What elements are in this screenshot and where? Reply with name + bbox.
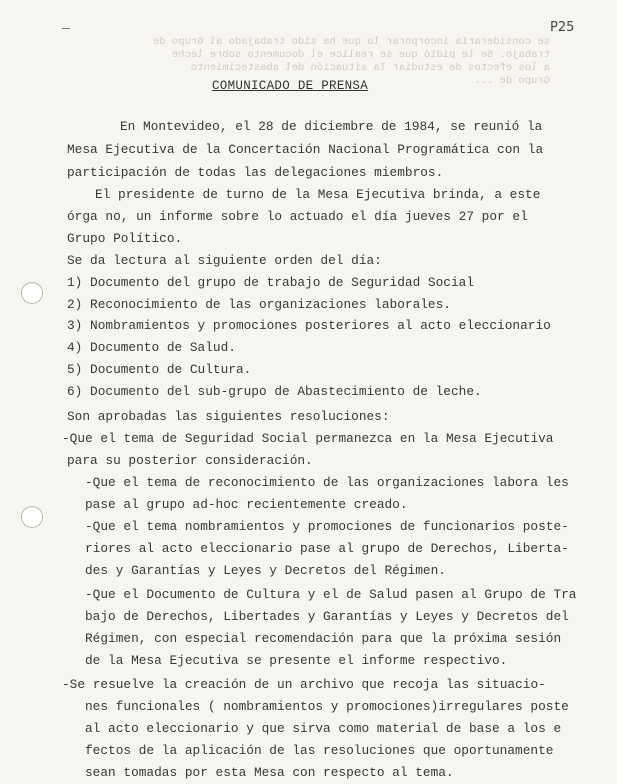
body-line: Son aprobadas las siguientes resoluciones: [67,409,390,424]
bleed-line: se consideraría incorporar lo que ha sido trabajado al Grupo de [153,36,550,48]
resolution-line: sean tomadas por esta Mesa con respecto al tema. [85,765,454,780]
body-line: órga no, un informe sobre lo actuado el día jueves 27 por el [67,209,528,224]
punch-hole-icon [21,506,43,528]
agenda-item: 6) Documento del sub-grupo de Abastecimiento de leche. [67,384,482,399]
bleed-line: Grupo de ... [474,75,550,87]
punch-hole-icon [21,282,43,304]
resolution-line: bajo de Derechos, Libertades y Garantías y Leyes y Decretos del [85,609,569,624]
resolution-line: des y Garantías y Leyes y Decretos del Régimen. [85,563,446,578]
body-line: Grupo Político. [67,231,183,246]
agenda-item: 2) Reconocimiento de las organizaciones laborales. [67,297,451,312]
agenda-item: 5) Documento de Cultura. [67,362,252,377]
body-line: Se da lectura al siguiente orden del día: [67,253,382,268]
resolution-line: riores al acto eleccionario pase al grupo de Derechos, Liberta- [85,541,569,556]
resolution-line: -Que el tema de Seguridad Social permanezca en la Mesa Ejecutiva [62,431,554,446]
agenda-item: 4) Documento de Salud. [67,340,236,355]
margin-mark [62,28,70,29]
body-line: El presidente de turno de la Mesa Ejecutiva brinda, a este [95,187,541,202]
body-line: En Montevideo, el 28 de diciembre de 1984, se reunió la [120,119,543,134]
resolution-line: al acto eleccionario y que sirva como material de base a los e [85,721,562,736]
bleed-line: a los efectos de estudiar la situación del abastecimiento [190,62,550,74]
resolution-line: -Que el tema de reconocimiento de las organizaciones labora les [85,475,569,490]
resolution-line: de la Mesa Ejecutiva se presente el informe respectivo. [85,653,508,668]
resolution-line: pase al grupo ad-hoc recientemente creado. [85,497,408,512]
bleed-line: trabajo. Se le pidió que se realice el documento sobre leche [171,49,550,61]
body-line: Mesa Ejecutiva de la Concertación Nacional Programática con la [67,142,544,157]
body-line: participación de todas las delegaciones miembros. [67,165,444,180]
resolution-line: nes funcionales ( nombramientos y promociones)irregulares poste [85,699,569,714]
resolution-line: para su posterior consideración. [67,453,313,468]
resolution-line: -Que el tema nombramientos y promociones de funcionarios poste- [85,519,569,534]
page-reference-mark: P25 [550,20,575,35]
page-title: COMUNICADO DE PRENSA [212,79,369,93]
resolution-line: fectos de la aplicación de las resoluciones que oportunamente [85,743,554,758]
resolution-line: -Que el Documento de Cultura y el de Salud pasen al Grupo de Tra [85,587,577,602]
agenda-item: 1) Documento del grupo de trabajo de Seguridad Social [67,275,475,290]
resolution-line: -Se resuelve la creación de un archivo que recoja las situacio- [62,677,546,692]
resolution-line: Régimen, con especial recomendación para que la próxima sesión [85,631,562,646]
agenda-item: 3) Nombramientos y promociones posteriores al acto eleccionario [67,318,551,333]
